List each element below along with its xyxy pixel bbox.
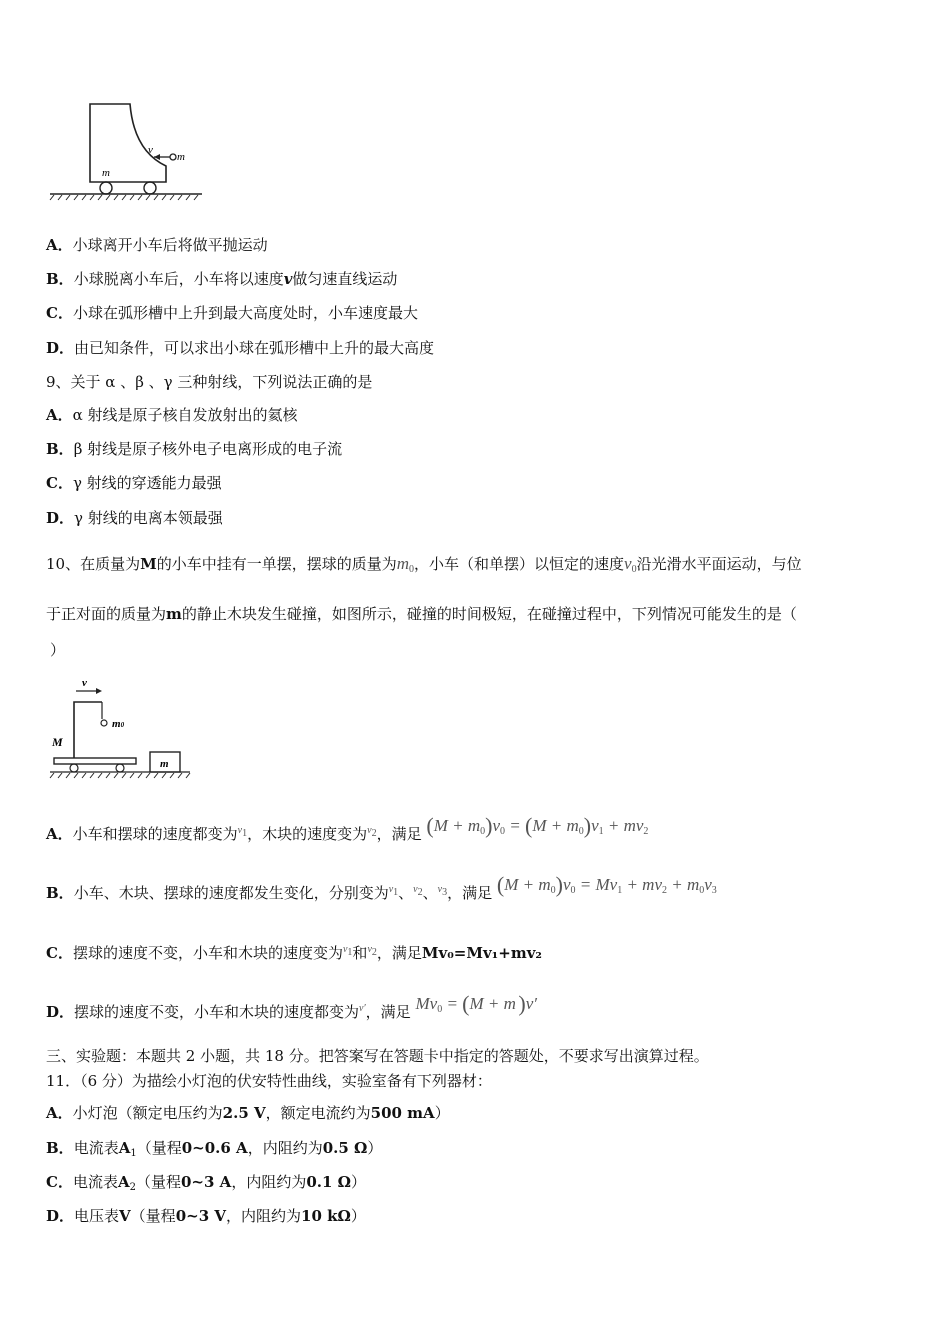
cart-base [54, 758, 136, 764]
ball [170, 154, 176, 160]
q9-option-b: B．β 射线是原子核外电子电离形成的电子流 [46, 440, 343, 458]
q10-option-b: B．小车、木块、摆球的速度都发生变化，分别变为$^{v1}$、$^{v2}$、$^{v3}$，满足 $(M + m_0)v_0 = Mv_1 + mv_2 + m_0v_3$ [46, 872, 717, 902]
label-v: v [148, 144, 153, 156]
q10-option-d: D．摆球的速度不变，小车和木块的速度都变为$^{v'}$，满足 $Mv_0 = (M + m$ )v′ [46, 991, 538, 1021]
q11-option-d: D．电压表V（量程0~3 V，内阻约为10 kΩ） [46, 1207, 366, 1225]
q8-option-a: A．小球离开小车后将做平抛运动 [46, 236, 268, 254]
label-block-m: m [160, 758, 169, 770]
q10-stem-line2: 于正对面的质量为m的静止木块发生碰撞，如图所示，碰撞的时间极短，在碰撞过程中，下列情况可能发生的是（ [46, 605, 797, 623]
label-m0: m0 [112, 718, 125, 730]
q9-option-d: D．γ 射线的电离本领最强 [46, 509, 223, 527]
pendulum-bob [101, 720, 107, 726]
cart-slot-figure [44, 96, 214, 206]
cart-wheel [70, 764, 78, 772]
section3-heading: 三、实验题：本题共 2 小题，共 18 分。把答案写在答题卡中指定的答题处，不要求写出演算过程。 [46, 1047, 709, 1065]
cart-wheel [100, 182, 112, 194]
q11-option-a: A．小灯泡（额定电压约为2.5 V，额定电流约为500 mA） [46, 1104, 450, 1122]
q11-stem: 11．（6 分）为描绘小灯泡的伏安特性曲线，实验室备有下列器材： [46, 1072, 492, 1090]
q8-option-b: B．小球脱离小车后，小车将以速度v做匀速直线运动 [46, 270, 398, 288]
q10-option-c: C．摆球的速度不变，小车和木块的速度变为$^{v1}$和$^{v2}$，满足Mv₀=Mv₁+mv₂ [46, 944, 542, 962]
q8-option-c: C．小球在弧形槽中上升到最大高度处时，小车速度最大 [46, 304, 418, 322]
q10-b-formula: $(M + m_0)v_0 = Mv_1 + mv_2 + m_0v_3$ [496, 872, 717, 897]
ground-hatch [50, 773, 190, 778]
cart-wheel [144, 182, 156, 194]
q8-option-d: D．由已知条件，可以求出小球在弧形槽中上升的最大高度 [46, 339, 435, 357]
q9-option-c: C．γ 射线的穿透能力最强 [46, 474, 222, 492]
q11-option-c: C．电流表$A_2$（量程0~3 A，内阻约为0.1 Ω） [46, 1173, 367, 1193]
cart-frame [74, 702, 102, 758]
cart-wheel [116, 764, 124, 772]
q10-a-formula: $(M + m_0)v_0 = (M + m_0)v_1 + mv_2$ [426, 813, 649, 838]
q10-option-a: A．小车和摆球的速度都变为$^{v1}$，木块的速度变为$^{v2}$，满足 $(M + m_0)v_0 = (M + m_0)v_1 + mv_2$ [46, 813, 649, 843]
label-ball-m: m [177, 151, 185, 163]
q10-d-formula: $Mv_0 = (M + m$ )v′ [415, 991, 538, 1016]
label-cart-m: m [102, 167, 110, 179]
label-M: M [52, 735, 63, 749]
q10-stem-line1: 10、在质量为M的小车中挂有一单摆，摆球的质量为$m_0$，小车（和单摆）以恒定的速度$v_0$沿光滑水平面运动，与位 [46, 554, 802, 575]
q9-option-a: A．α 射线是原子核自发放射出的氦核 [46, 406, 298, 424]
q9-stem: 9、关于 α 、β 、γ 三种射线，下列说法正确的是 [46, 373, 373, 391]
label-v: v [82, 677, 87, 689]
q10-stem-line3: ） [50, 641, 66, 659]
ground-hatch [50, 195, 198, 200]
q11-option-b: B．电流表$A_1$（量程0~0.6 A，内阻约为0.5 Ω） [46, 1139, 383, 1159]
pendulum-cart-figure [44, 672, 204, 782]
